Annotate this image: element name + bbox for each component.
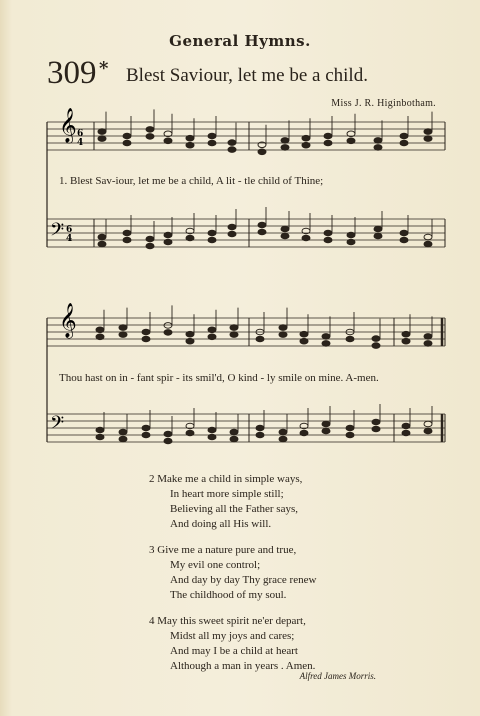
note-head [424, 421, 432, 427]
note-head [164, 330, 172, 336]
note-head [279, 429, 287, 435]
note-head [402, 331, 410, 337]
verse-line: In heart more simple still; [170, 488, 284, 500]
note-head [164, 138, 172, 144]
note-head [372, 426, 380, 432]
note-head [374, 138, 382, 144]
note-head [256, 432, 264, 438]
note-head [279, 332, 287, 338]
note-head [374, 226, 382, 232]
note-head [96, 427, 104, 433]
note-head [119, 332, 127, 338]
note-head [146, 127, 154, 133]
note-head [230, 429, 238, 435]
note-head [164, 239, 172, 245]
note-head [322, 341, 330, 347]
note-head [228, 224, 236, 230]
verse-4 [149, 614, 315, 674]
music-notes [96, 109, 432, 443]
note-head [96, 434, 104, 440]
note-head [374, 145, 382, 151]
verse-line: My evil one control; [170, 559, 261, 571]
time-signature-bottom: 4 [66, 234, 73, 244]
verse-line: And doing all His will. [170, 518, 272, 530]
note-head [98, 234, 106, 240]
note-head [258, 149, 266, 155]
section-header: General Hymns. [169, 32, 311, 50]
bass-clef-icon: 𝄢 [50, 413, 65, 438]
note-head [98, 241, 106, 247]
note-head [142, 329, 150, 335]
note-head [208, 133, 216, 139]
verse-2 [149, 472, 302, 532]
note-head [400, 237, 408, 243]
verse-line: And day by day Thy grace renew [170, 574, 317, 586]
note-head [302, 142, 310, 148]
note-head [324, 237, 332, 243]
note-head [324, 230, 332, 236]
verse-line: And may I be a child at heart [170, 645, 298, 657]
note-head [424, 241, 432, 247]
verse-line: 4 May this sweet spirit ne'er depart, [149, 615, 306, 627]
note-head [230, 325, 238, 331]
note-head [208, 434, 216, 440]
note-head [98, 136, 106, 142]
note-head [96, 334, 104, 340]
note-head [424, 129, 432, 135]
note-head [400, 230, 408, 236]
note-head [281, 233, 289, 239]
note-head [164, 323, 172, 329]
lyric-line-1: 1. Blest Sav-iour, let me be a child, A lit - tle child of Thine; [59, 175, 324, 187]
note-head [228, 147, 236, 153]
verse-line: Although a man in years . Amen. [170, 660, 316, 672]
time-signature-top: 6 [77, 129, 84, 139]
note-head [228, 140, 236, 146]
verse-3 [149, 543, 316, 603]
author-credit: Alfred James Morris. [299, 671, 376, 681]
note-head [119, 429, 127, 435]
note-head [400, 140, 408, 146]
note-head [347, 232, 355, 238]
note-head [96, 327, 104, 333]
verse-line: Midst all my joys and cares; [170, 630, 295, 642]
note-head [186, 338, 194, 344]
note-head [347, 239, 355, 245]
note-head [281, 145, 289, 151]
note-head [142, 425, 150, 431]
note-head [208, 230, 216, 236]
note-head [258, 222, 266, 228]
note-head [300, 430, 308, 436]
lyric-line-2: Thou hast on in - fant spir - its smil'd, O kind - ly smile on mine. A-men. [59, 372, 379, 384]
note-head [142, 336, 150, 342]
note-head [230, 436, 238, 442]
note-head [324, 140, 332, 146]
verse-line: Believing all the Father says, [170, 503, 298, 515]
note-head [142, 432, 150, 438]
note-head [146, 134, 154, 140]
note-head [279, 436, 287, 442]
note-head [208, 327, 216, 333]
note-head [186, 142, 194, 148]
note-head [281, 226, 289, 232]
note-head [372, 343, 380, 349]
note-head [164, 431, 172, 437]
note-head [402, 338, 410, 344]
note-head [302, 235, 310, 241]
note-head [230, 332, 238, 338]
time-signature-bottom: 4 [77, 138, 84, 148]
note-head [322, 428, 330, 434]
note-head [400, 133, 408, 139]
hymn-title: Blest Saviour, let me be a child. [126, 65, 368, 86]
bass-clef-icon: 𝄢 [50, 220, 65, 245]
note-head [119, 436, 127, 442]
note-head [402, 430, 410, 436]
note-head [302, 135, 310, 141]
treble-clef-icon: 𝄞 [59, 108, 77, 143]
note-head [402, 423, 410, 429]
time-signature-top: 6 [66, 225, 73, 235]
note-head [322, 421, 330, 427]
note-head [256, 336, 264, 342]
note-head [372, 336, 380, 342]
note-head [256, 425, 264, 431]
note-head [186, 135, 194, 141]
note-head [146, 236, 154, 242]
note-head [346, 336, 354, 342]
note-head [119, 325, 127, 331]
verse-line: 3 Give me a nature pure and true, [149, 544, 297, 556]
note-head [208, 237, 216, 243]
verse-line: 2 Make me a child in simple ways, [149, 473, 303, 485]
note-head [300, 338, 308, 344]
note-head [424, 428, 432, 434]
treble-clef-icon: 𝄞 [59, 303, 77, 338]
staff-lines [47, 122, 445, 442]
note-head [208, 334, 216, 340]
hymn-number: 309 [47, 55, 97, 91]
note-head [186, 235, 194, 241]
note-head [322, 334, 330, 340]
note-head [374, 233, 382, 239]
note-head [372, 419, 380, 425]
note-head [258, 229, 266, 235]
note-head [123, 237, 131, 243]
note-head [424, 234, 432, 240]
note-head [123, 140, 131, 146]
note-head [123, 230, 131, 236]
note-head [346, 432, 354, 438]
verse-line: The childhood of my soul. [170, 589, 287, 601]
note-head [281, 138, 289, 144]
note-head [424, 334, 432, 340]
note-head [347, 138, 355, 144]
note-head [324, 133, 332, 139]
note-head [98, 129, 106, 135]
note-head [164, 232, 172, 238]
note-head [164, 438, 172, 444]
note-head [186, 331, 194, 337]
note-head [208, 427, 216, 433]
note-head [424, 136, 432, 142]
note-head [186, 430, 194, 436]
note-head [228, 231, 236, 237]
note-head [123, 133, 131, 139]
hymn-mark: * [99, 58, 109, 79]
note-head [346, 425, 354, 431]
note-head [146, 243, 154, 249]
note-head [300, 331, 308, 337]
note-head [424, 341, 432, 347]
note-head [208, 140, 216, 146]
composer-credit: Miss J. R. Higinbotham. [331, 98, 436, 109]
note-head [279, 325, 287, 331]
